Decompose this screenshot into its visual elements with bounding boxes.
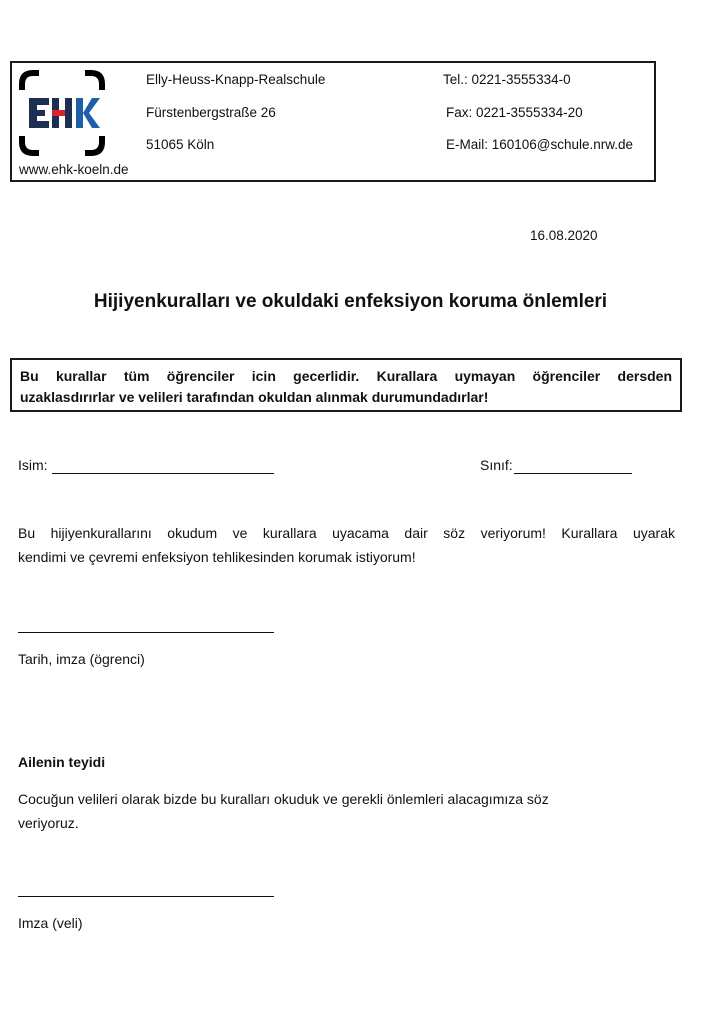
parent-statement-line-2: veriyoruz.: [18, 815, 79, 831]
student-statement: [18, 521, 675, 569]
school-name: Elly-Heuss-Knapp-Realschule: [146, 72, 326, 87]
school-phone: Tel.: 0221-3555334-0: [443, 72, 571, 87]
parent-statement-line-1: Cocuğun velileri olarak bizde bu kuralları okuduk ve gerekli önlemleri alacagımıza söz: [18, 791, 549, 807]
parent-statement: [18, 787, 675, 835]
school-street: Fürstenbergstraße 26: [146, 105, 276, 120]
school-email: E-Mail: 160106@schule.nrw.de: [446, 137, 634, 152]
parent-signature-line[interactable]: [18, 896, 274, 897]
school-city: 51065 Köln: [146, 137, 215, 152]
student-statement-line-1: Bu hijiyenkurallarını okudum ve kurallara uyacama dair söz veriyorum! Kurallara uyarak: [18, 525, 675, 541]
notice-line-1: Bu kurallar tüm öğrenciler icin gecerlidir. Kurallara uymayan öğrenciler dersden: [20, 368, 672, 384]
page-title: Hijiyenkuralları ve okuldaki enfeksiyon koruma önlemleri: [93, 291, 608, 312]
student-signature-label: Tarih, imza (ögrenci): [18, 651, 145, 667]
school-fax: Fax: 0221-3555334-20: [446, 105, 583, 120]
school-website: www.ehk-koeln.de: [19, 162, 129, 177]
document-date: 16.08.2020: [530, 228, 598, 243]
school-logo: [19, 70, 105, 156]
notice-line-2: uzaklasdırırlar ve velileri tarafından okuldan alınmak durumundadırlar!: [20, 389, 489, 405]
parent-section-heading: Ailenin teyidi: [18, 754, 106, 770]
class-field-line[interactable]: [514, 473, 632, 474]
parent-signature-label: Imza (veli): [18, 915, 83, 931]
student-statement-line-2: kendimi ve çevremi enfeksiyon tehlikesinden korumak istiyorum!: [18, 549, 416, 565]
notice-box: [10, 358, 682, 412]
name-field-line[interactable]: [52, 473, 274, 474]
name-label: Isim:: [18, 457, 48, 473]
class-label: Sınıf:: [480, 457, 513, 473]
student-signature-line[interactable]: [18, 632, 274, 633]
